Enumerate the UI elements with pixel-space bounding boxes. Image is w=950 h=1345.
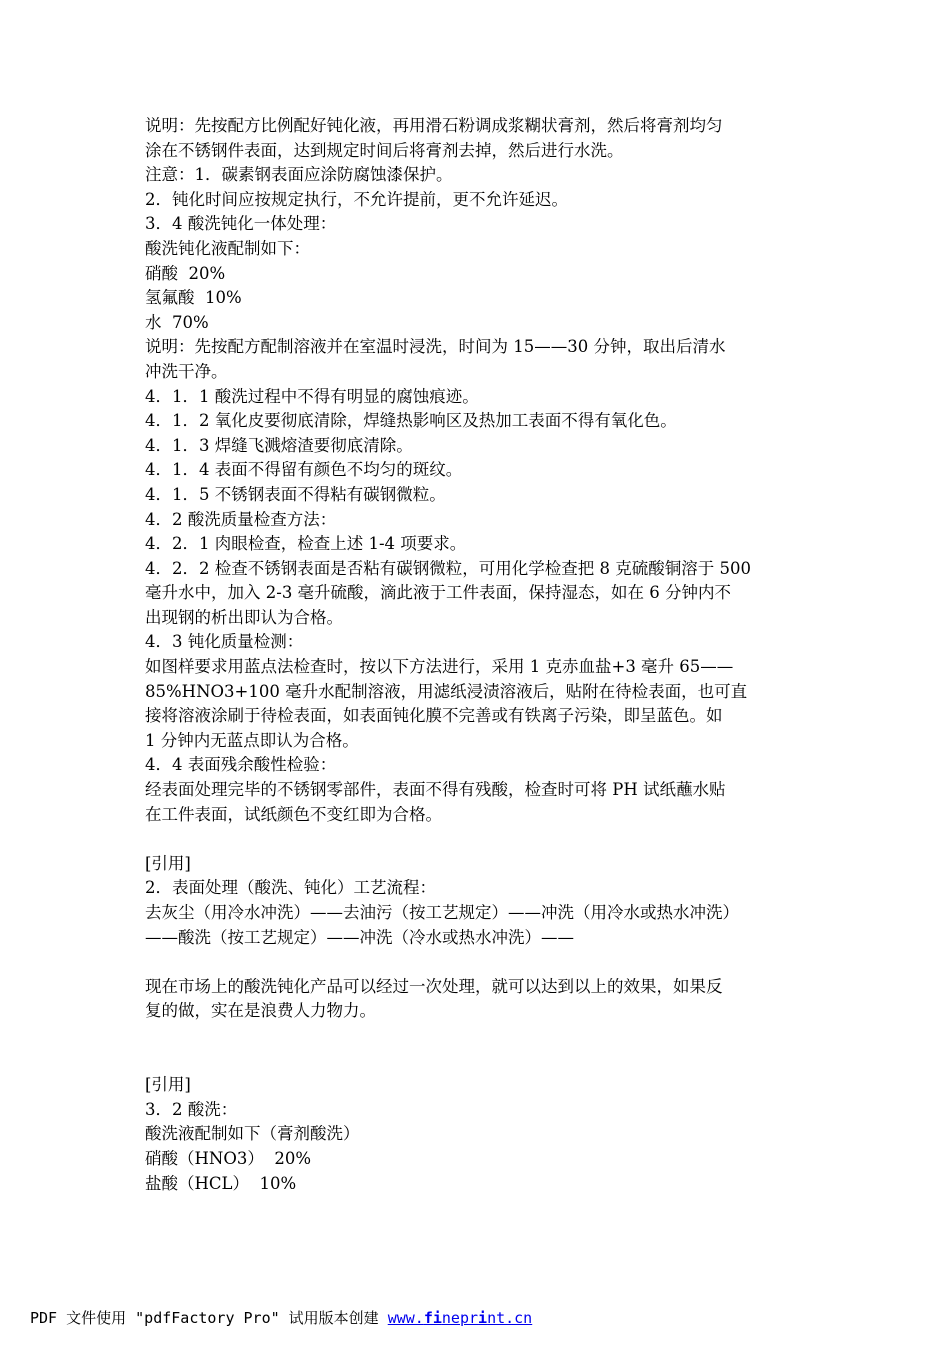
text-line: 硝酸 20% [145, 263, 226, 283]
text-line: 注意：1．碳素钢表面应涂防腐蚀漆保护。 [145, 165, 453, 185]
text-line: 4．1．5 不锈钢表面不得粘有碳钢微粒。 [145, 484, 446, 504]
text-line: 硝酸（HNO3） 20% [145, 1148, 312, 1168]
text-line: ——酸洗（按工艺规定）——冲洗（冷水或热水冲洗）—— [145, 927, 574, 947]
text-line: 4．1．2 氧化皮要彻底清除，焊缝热影响区及热加工表面不得有氧化色。 [145, 411, 677, 431]
text-line: 4．2．1 肉眼检查，检查上述 1-4 项要求。 [145, 534, 467, 554]
text-line: 盐酸（HCL） 10% [145, 1173, 297, 1193]
text-line: 1 分钟内无蓝点即认为合格。 [145, 730, 359, 750]
blank-line [145, 1024, 809, 1049]
text-line: 4．4 表面残余酸性检验： [145, 755, 337, 775]
fineprint-link[interactable] [388, 1309, 533, 1327]
text-line: 经表面处理完毕的不锈钢零部件，表面不得有残酸，检查时可将 PH 试纸蘸水贴 [145, 780, 726, 800]
document-body [145, 114, 809, 1196]
text-line: 2．钝化时间应按规定执行，不允许提前，更不允许延迟。 [145, 189, 568, 209]
text-line: 4．2．2 检查不锈钢表面是否粘有碳钢微粒，可用化学检查把 8 克硫酸铜溶于 500 [145, 558, 751, 578]
text-line: 毫升水中，加入 2-3 毫升硫酸，滴此液于工件表面，保持湿态，如在 6 分钟内不 [145, 583, 732, 603]
text-line: 3．2 酸洗： [145, 1099, 238, 1119]
link-part-bold: fi [423, 1309, 442, 1327]
text-line: 4．1．1 酸洗过程中不得有明显的腐蚀痕迹。 [145, 386, 479, 406]
text-line: 酸洗钝化液配制如下： [145, 238, 310, 258]
text-line: 说明：先按配方配制溶液并在室温时浸洗，时间为 15——30 分钟，取出后清水 [145, 337, 726, 357]
text-line: 4．1．4 表面不得留有颜色不均匀的斑纹。 [145, 460, 463, 480]
text-line: 涂在不锈钢件表面，达到规定时间后将膏剂去掉，然后进行水洗。 [145, 140, 624, 160]
text-line: 在工件表面，试纸颜色不变红即为合格。 [145, 804, 442, 824]
text-line: 出现钢的析出即认为合格。 [145, 607, 343, 627]
link-part: www. [387, 1309, 424, 1327]
footer-text: PDF 文件使用 "pdfFactory Pro" 试用版本创建 [30, 1309, 388, 1327]
text-line: 85%HNO3+100 毫升水配制溶液，用滤纸浸渍溶液后，贴附在待检表面，也可直 [145, 681, 748, 701]
link-part: nepr [441, 1309, 479, 1327]
text-line: [引用] [145, 1075, 191, 1095]
text-line: 2．表面处理（酸洗、钝化）工艺流程： [145, 878, 436, 898]
link-part: nt.cn [487, 1309, 533, 1327]
text-line: [引用] [145, 853, 191, 873]
text-line: 3．4 酸洗钝化一体处理： [145, 214, 337, 234]
link-part-bold: i [478, 1309, 488, 1327]
blank-line [145, 1049, 809, 1074]
blank-line [145, 827, 809, 852]
text-line: 去灰尘（用冷水冲洗）——去油污（按工艺规定）——冲洗（用冷水或热水冲洗） [145, 903, 739, 922]
text-line: 冲洗干净。 [145, 361, 228, 381]
text-line: 水 70% [145, 312, 209, 332]
text-line: 4．3 钝化质量检测： [145, 632, 304, 652]
text-line: 4．1．3 焊缝飞溅熔渣要彻底清除。 [145, 435, 413, 455]
text-line: 4．2 酸洗质量检查方法： [145, 509, 337, 529]
text-line: 酸洗液配制如下（膏剂酸洗） [145, 1124, 360, 1144]
text-line: 复的做，实在是浪费人力物力。 [145, 1001, 376, 1021]
text-line: 接将溶液涂刷于待检表面，如表面钝化膜不完善或有铁离子污染，即呈蓝色。如 [145, 706, 723, 726]
pdf-footer [30, 1306, 532, 1330]
text-line: 氢氟酸 10% [145, 288, 242, 308]
text-line: 说明：先按配方比例配好钝化液，再用滑石粉调成浆糊状膏剂，然后将膏剂均匀 [145, 116, 723, 135]
text-line: 现在市场上的酸洗钝化产品可以经过一次处理，就可以达到以上的效果，如果反 [145, 976, 723, 996]
text-line: 如图样要求用蓝点法检查时，按以下方法进行，采用 1 克赤血盐+3 毫升 65—— [145, 657, 734, 677]
blank-line [145, 950, 809, 975]
